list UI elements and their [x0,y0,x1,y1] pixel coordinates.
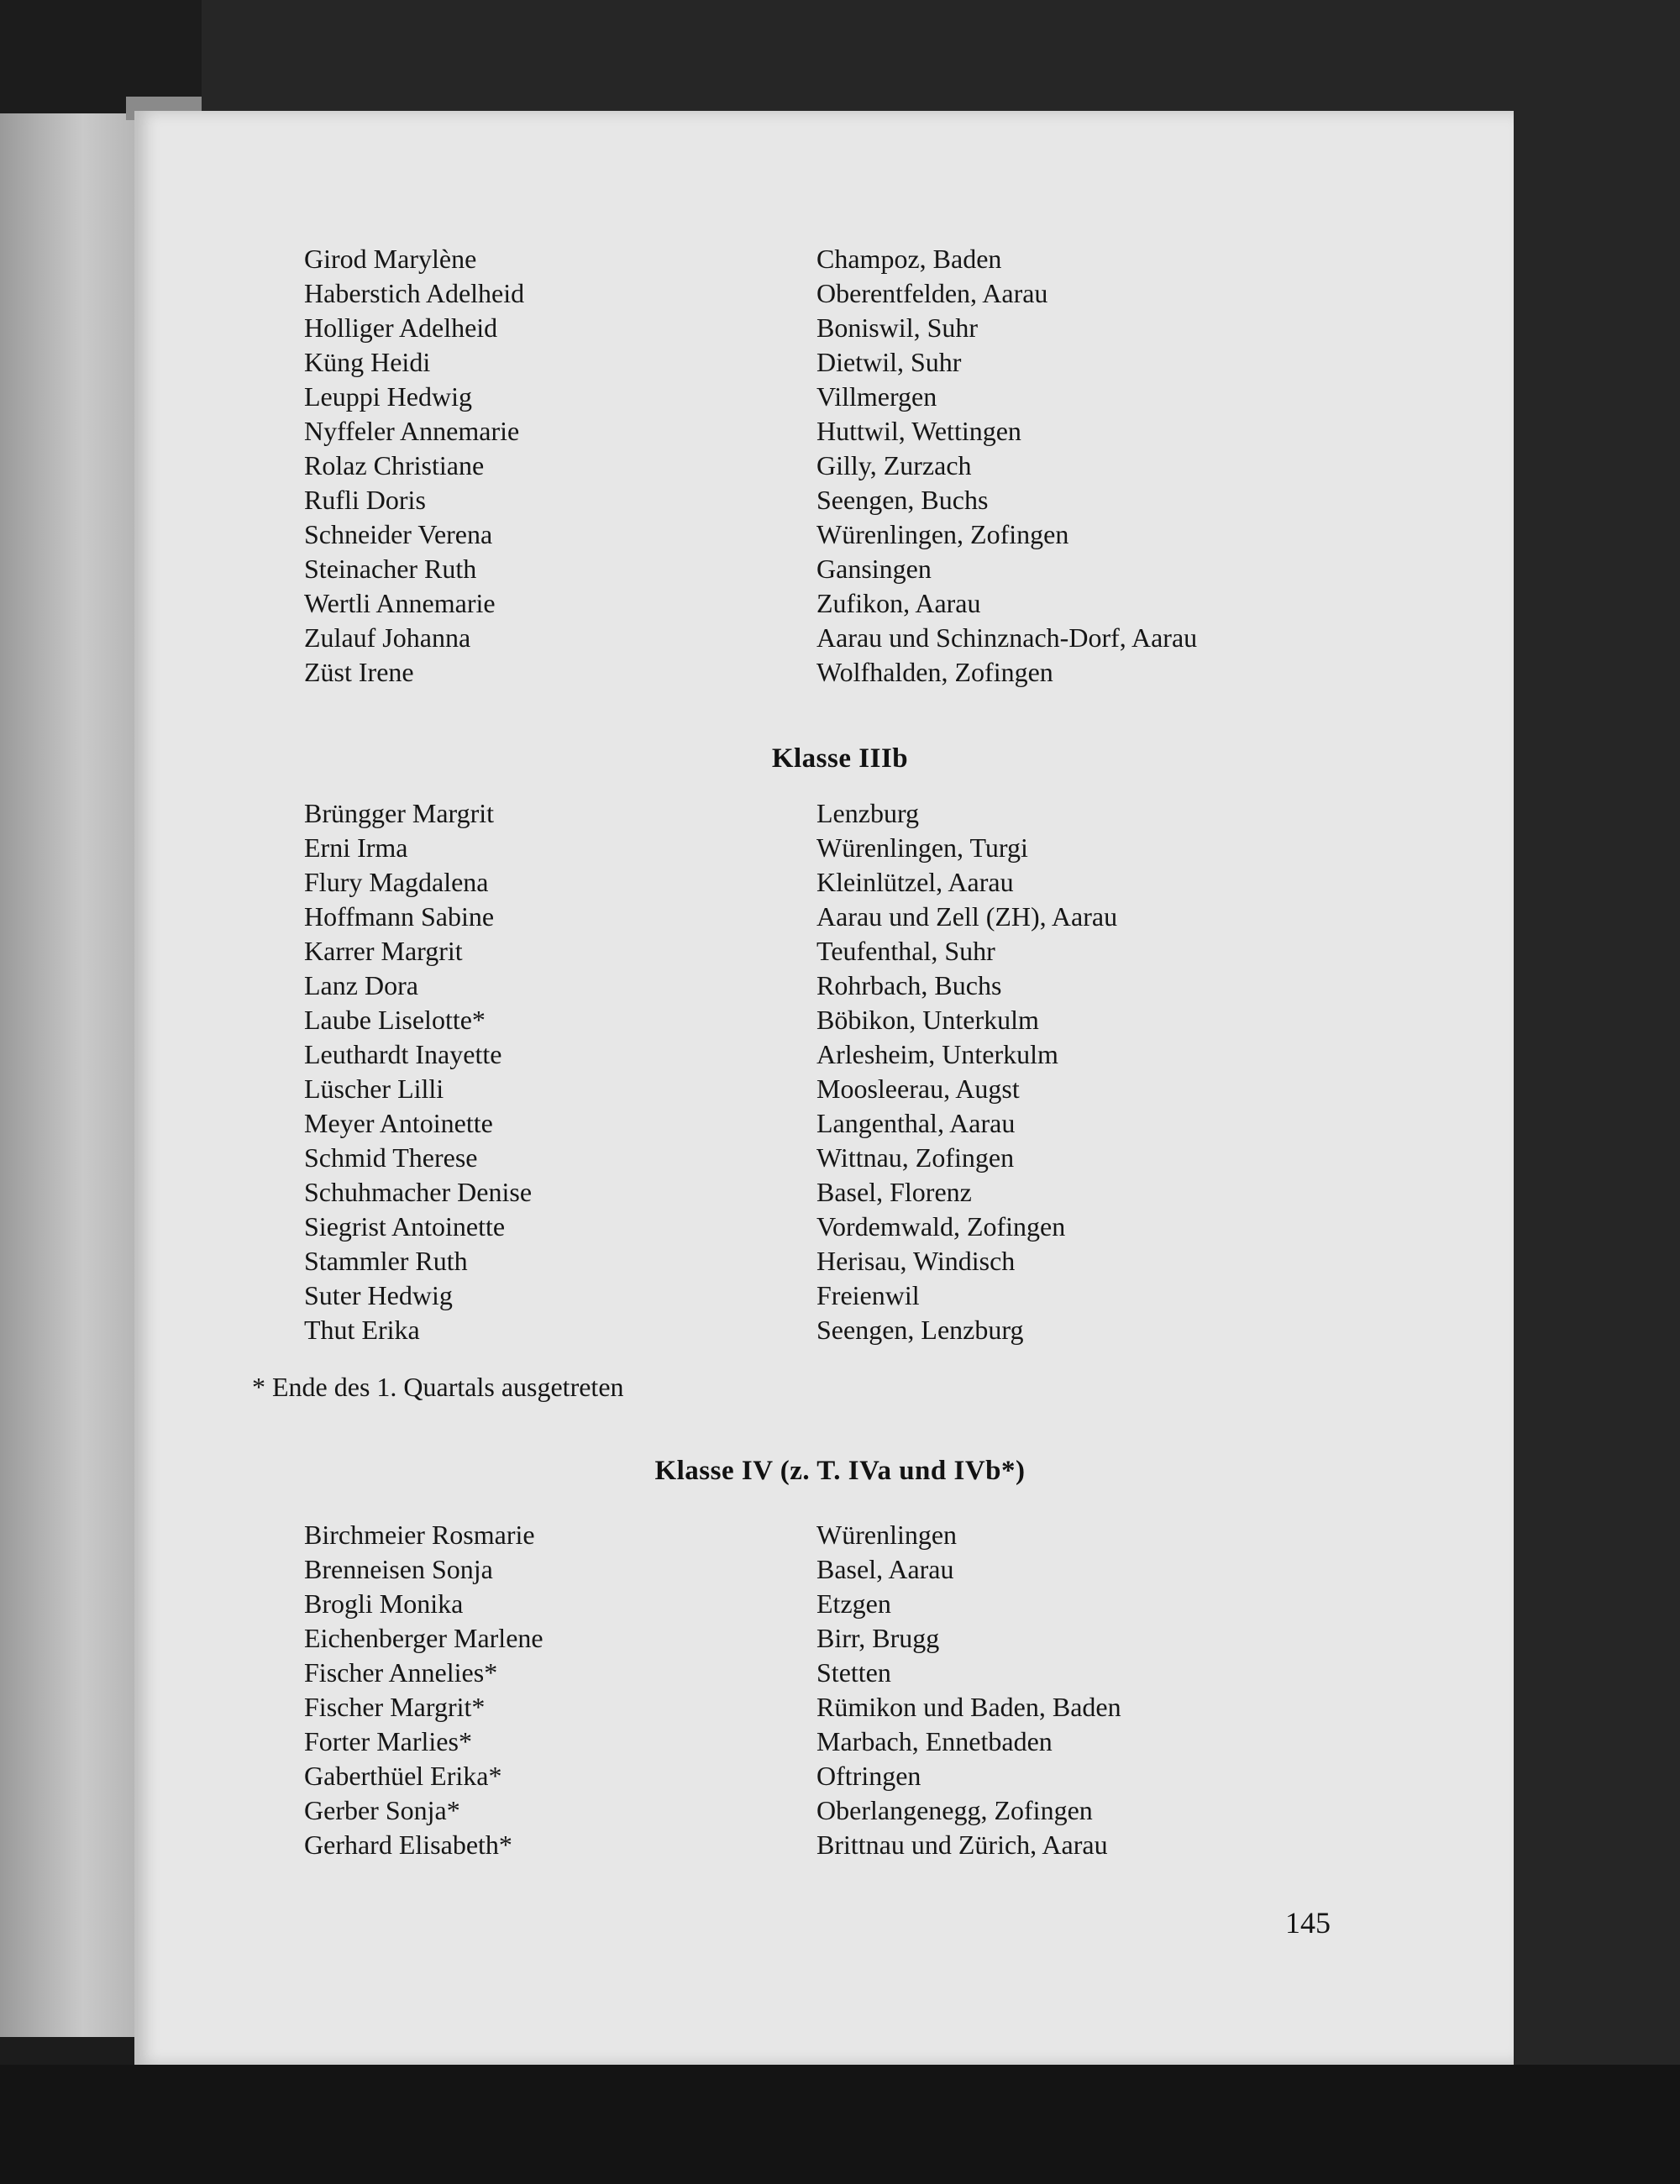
student-name: Karrer Margrit [304,936,463,966]
hometown: Würenlingen, Turgi [816,832,1028,863]
hometown: Gansingen [816,554,932,584]
hometown: Aarau und Schinznach-Dorf, Aarau [816,622,1198,653]
hometown: Wittnau, Zofingen [816,1142,1015,1173]
hometown: Aarau und Zell (ZH), Aarau [816,901,1118,932]
hometown: Champoz, Baden [816,244,1002,274]
student-name: Schuhmacher Denise [304,1177,533,1207]
hometown: Böbikon, Unterkulm [816,1005,1039,1035]
student-name: Steinacher Ruth [304,554,477,584]
student-name: Meyer Antoinette [304,1108,493,1138]
student-name: Schmid Therese [304,1142,478,1173]
student-name: Lanz Dora [304,970,418,1000]
hometown: Herisau, Windisch [816,1246,1016,1276]
hometown: Langenthal, Aarau [816,1108,1016,1138]
student-name: Haberstich Adelheid [304,278,525,308]
hometown: Dietwil, Suhr [816,347,962,377]
footnote: * Ende des 1. Quartals ausgetreten [252,1372,624,1402]
hometown: Stetten [816,1657,891,1688]
section-heading-klasse-iiib: Klasse IIIb [771,743,909,774]
student-name: Brüngger Margrit [304,798,495,828]
student-name: Küng Heidi [304,347,431,377]
hometown: Moosleerau, Augst [816,1074,1020,1104]
student-name: Stammler Ruth [304,1246,468,1276]
hometown: Zufikon, Aarau [816,588,981,618]
hometown: Basel, Florenz [816,1177,972,1207]
hometown: Rohrbach, Buchs [816,970,1002,1000]
hometown: Birr, Brugg [816,1623,940,1653]
student-name: Girod Marylène [304,244,477,274]
left-page-edge [0,113,139,2037]
hometown: Oberlangenegg, Zofingen [816,1795,1093,1825]
student-name: Gaberthüel Erika* [304,1761,502,1791]
scan-background [0,2065,1680,2184]
student-name: Schneider Verena [304,519,493,549]
hometown: Gilly, Zurzach [816,450,972,480]
student-name: Gerhard Elisabeth* [304,1830,512,1860]
student-name: Leuthardt Inayette [304,1039,502,1069]
student-name: Brogli Monika [304,1588,464,1619]
student-name: Flury Magdalena [304,867,489,897]
student-name: Wertli Annemarie [304,588,496,618]
hometown: Marbach, Ennetbaden [816,1726,1053,1756]
student-name: Laube Liselotte* [304,1005,486,1035]
hometown: Teufenthal, Suhr [816,936,995,966]
student-name: Nyffeler Annemarie [304,416,520,446]
student-name: Leuppi Hedwig [304,381,472,412]
hometown: Oftringen [816,1761,921,1791]
student-name: Rufli Doris [304,485,426,515]
student-name: Eichenberger Marlene [304,1623,543,1653]
hometown: Brittnau und Zürich, Aarau [816,1830,1108,1860]
student-name: Suter Hedwig [304,1280,453,1310]
page-number: 145 [1285,1906,1331,1940]
hometown: Boniswil, Suhr [816,312,979,343]
student-name: Hoffmann Sabine [304,901,495,932]
student-name: Lüscher Lilli [304,1074,444,1104]
hometown: Etzgen [816,1588,891,1619]
hometown: Seengen, Buchs [816,485,989,515]
hometown: Würenlingen, Zofingen [816,519,1069,549]
student-name: Züst Irene [304,657,414,687]
hometown: Oberentfelden, Aarau [816,278,1048,308]
student-name: Forter Marlies* [304,1726,472,1756]
hometown: Freienwil [816,1280,920,1310]
student-name: Brenneisen Sonja [304,1554,493,1584]
hometown: Rümikon und Baden, Baden [816,1692,1121,1722]
student-name: Fischer Margrit* [304,1692,486,1722]
student-name: Fischer Annelies* [304,1657,498,1688]
hometown: Huttwil, Wettingen [816,416,1021,446]
student-name: Thut Erika [304,1315,420,1345]
hometown: Kleinlützel, Aarau [816,867,1014,897]
student-name: Gerber Sonja* [304,1795,460,1825]
section-heading-klasse-iv: Klasse IV (z. T. IVa und IVb*) [654,1456,1026,1486]
hometown: Vordemwald, Zofingen [816,1211,1066,1242]
student-name: Birchmeier Rosmarie [304,1520,535,1550]
hometown: Wolfhalden, Zofingen [816,657,1053,687]
hometown: Würenlingen [816,1520,958,1550]
hometown: Basel, Aarau [816,1554,954,1584]
hometown: Arlesheim, Unterkulm [816,1039,1058,1069]
student-name: Siegrist Antoinette [304,1211,506,1242]
hometown: Lenzburg [816,798,920,828]
student-name: Erni Irma [304,832,408,863]
student-name: Zulauf Johanna [304,622,471,653]
student-name: Holliger Adelheid [304,312,498,343]
hometown: Villmergen [816,381,937,412]
hometown: Seengen, Lenzburg [816,1315,1024,1345]
student-name: Rolaz Christiane [304,450,485,480]
